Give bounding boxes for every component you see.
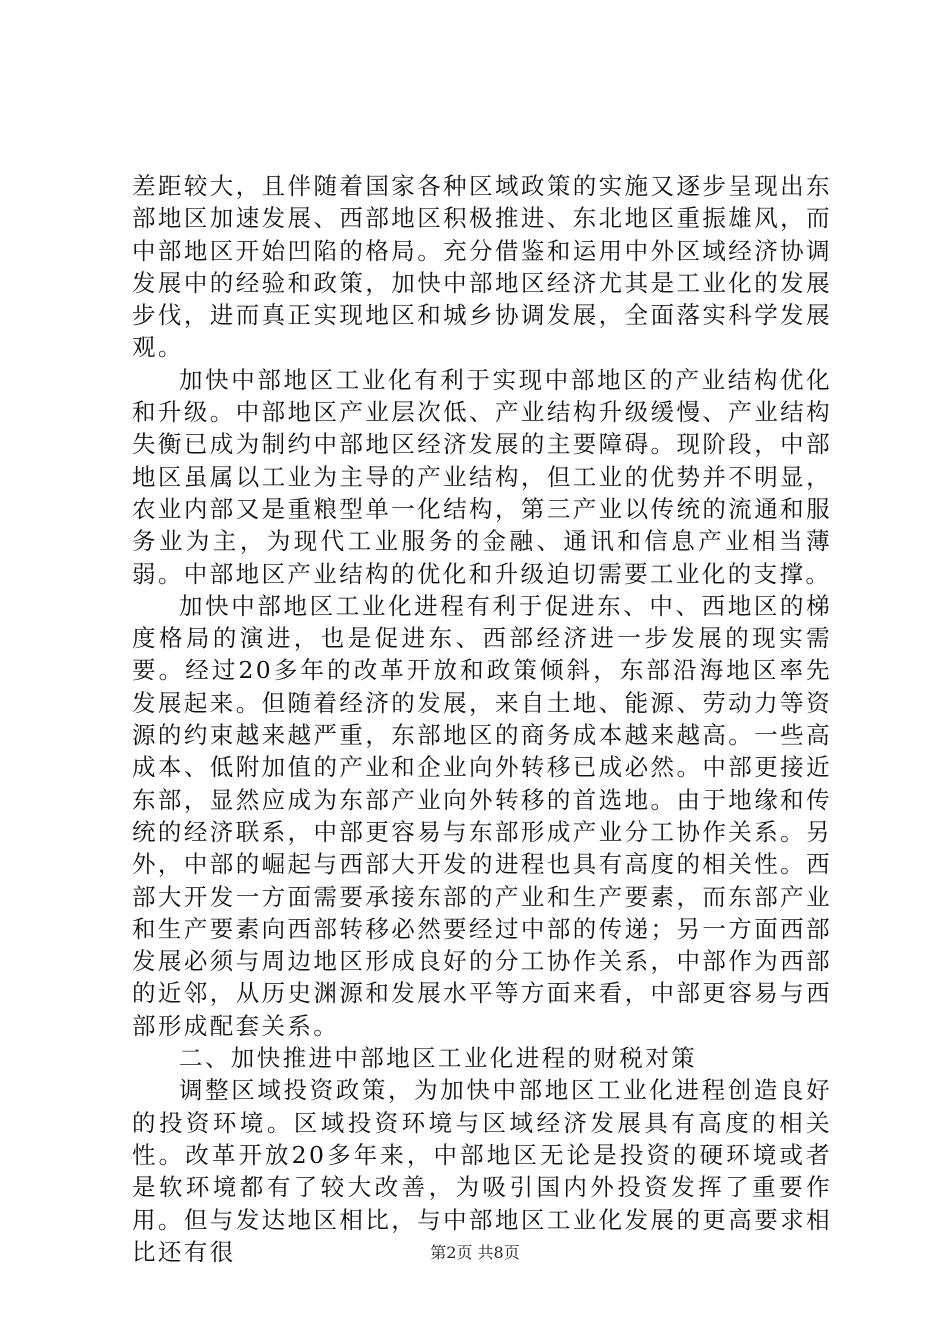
body-text (132, 170, 832, 1268)
paragraph-industrial-structure: 加快中部地区工业化有利于实现中部地区的产业结构优化和升级。中部地区产业层次低、产业结构升级缓慢、产业结构失衡已成为制约中部地区经济发展的主要障碍。现阶段，中部地区虽属以工业为主导的产业结构，但工业的优势并不明显，农业内部又是重粮型单一化结构，第三产业以传统的流通和服务业为主，为现代工业服务的金融、通讯和信息产业相当薄弱。中部地区产业结构的优化和升级迫切需要工业化的支撑。 (132, 365, 832, 588)
paragraph-regional-gradient: 加快中部地区工业化进程有利于促进东、中、西地区的梯度格局的演进，也是促进东、西部经济进一步发展的现实需要。经过20多年的改革开放和政策倾斜，东部沿海地区率先发展起来。但随着经济的发展，来自土地、能源、劳动力等资源的约束越来越严重，东部地区的商务成本越来越高。一些高成本、低附加值的产业和企业向外转移已成必然。中部更接近东部，显然应成为东部产业向外转移的首选地。由于地缘和传统的经济联系，中部更容易与东部形成产业分工协作关系。另外，中部的崛起与西部大开发的进程也具有高度的相关性。西部大开发一方面需要承接东部的产业和生产要素，而东部产业和生产要素向西部转移必然要经过中部的传递；另一方面西部发展必须与周边地区形成良好的分工协作关系，中部作为西部的近邻，从历史渊源和发展水平等方面来看，中部更容易与西部形成配套关系。 (132, 591, 832, 1040)
section-heading: 二、加快推进中部地区工业化进程的财税对策 (179, 1044, 697, 1073)
paragraph-continued: 差距较大，且伴随着国家各种区域政策的实施又逐步呈现出东部地区加速发展、西部地区积极推进、东北地区重振雄风，而中部地区开始凹陷的格局。充分借鉴和运用中外区域经济协调发展中的经验和政策，加快中部地区经济尤其是工业化的发展步伐，进而真正实现地区和城乡协调发展，全面落实科学发展观。 (132, 172, 832, 362)
paragraph-investment-policy: 调整区域投资政策，为加快中部地区工业化进程创造良好的投资环境。区域投资环境与区域经济发展具有高度的相关性。改革开放20多年来，中部地区无论是投资的硬环境或者是软环境都有了较大改善，为吸引国内外投资发挥了重要作用。但与发达地区相比，与中部地区工业化发展的更高要求相比还有很 (132, 1076, 832, 1266)
page-footer: 第2页 共8页 (430, 1243, 520, 1262)
